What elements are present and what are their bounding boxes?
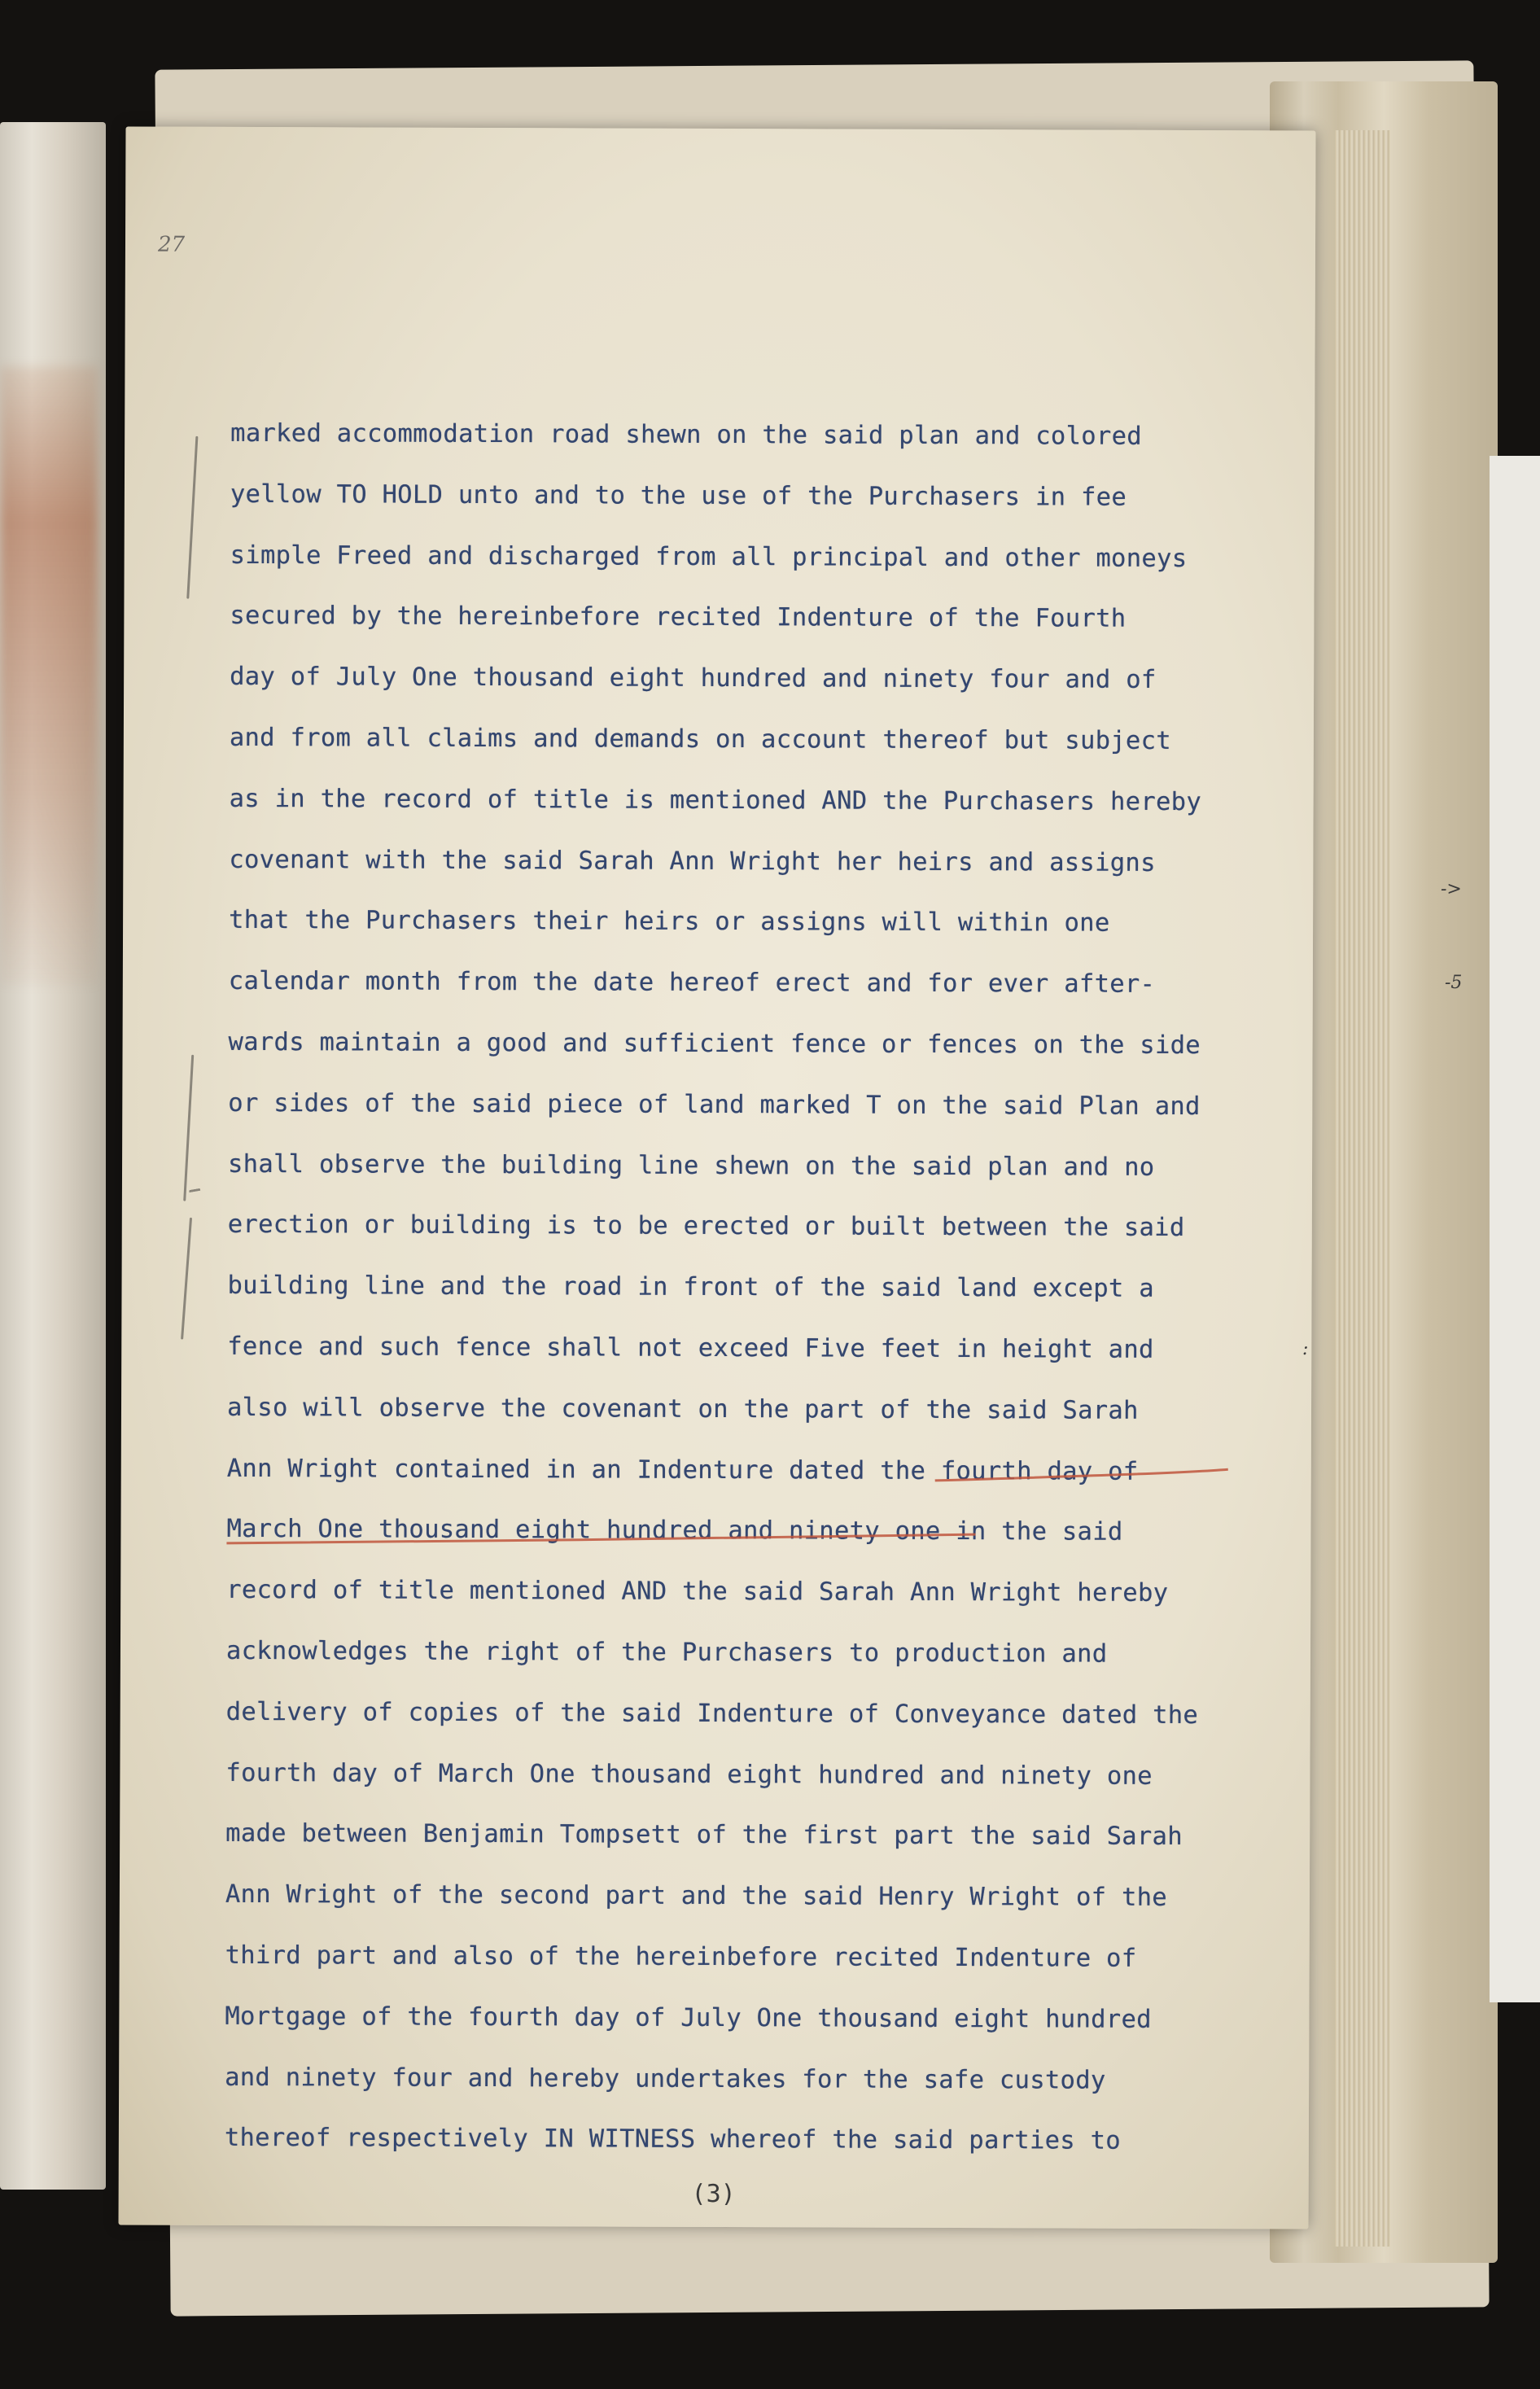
text-line: as in the record of title is mentioned AND the Purchasers hereby <box>229 784 1202 816</box>
text-line: yellow TO HOLD unto and to the use of the Purchasers in fee <box>230 479 1127 512</box>
text-line: Mortgage of the fourth day of July One thousand eight hundred <box>225 2002 1152 2034</box>
text-line: covenant with the said Sarah Ann Wright her heirs and assigns <box>229 845 1156 877</box>
text-line: fence and such fence shall not exceed Five feet in height and <box>227 1332 1154 1364</box>
text-line: thereof respectively IN WITNESS whereof the said parties to <box>224 2124 1122 2156</box>
text-line: that the Purchasers their heirs or assigns will within one <box>229 906 1110 939</box>
text-line: secured by the hereinbefore recited Indenture of the Fourth <box>230 602 1127 634</box>
text-line: Ann Wright of the second part and the said Henry Wright of the <box>225 1880 1168 1913</box>
side-mark-1: -> <box>1441 879 1462 899</box>
corner-pencil-mark: 27 <box>157 232 186 257</box>
text-line: also will observe the covenant on the part of the said Sarah <box>226 1393 1139 1425</box>
side-mark-3: : <box>1302 1339 1309 1359</box>
text-line: made between Benjamin Tompsett of the first part the said Sarah <box>225 1819 1183 1852</box>
text-line: marked accommodation road shewn on the said plan and colored <box>230 418 1143 451</box>
text-line: simple Freed and discharged from all principal and other moneys <box>230 540 1188 573</box>
white-card <box>1490 456 1540 2002</box>
text-line: acknowledges the right of the Purchasers to production and <box>225 1636 1108 1669</box>
page-number: (3) <box>691 2179 736 2209</box>
side-mark-2: -5 <box>1445 973 1463 993</box>
text-line: Ann Wright contained in an Indenture dated the fourth day of <box>226 1454 1139 1486</box>
water-stain <box>0 366 98 985</box>
text-line: fourth day of March One thousand eight hundred and ninety one <box>225 1758 1153 1791</box>
text-line: and from all claims and demands on account thereof but subject <box>229 723 1172 755</box>
text-line: delivery of copies of the said Indenture of Conveyance dated the <box>225 1697 1199 1730</box>
text-line: shall observe the building line shewn on the said plan and no <box>227 1149 1155 1182</box>
text-line: third part and also of the hereinbefore recited Indenture of <box>225 1941 1137 1973</box>
text-line: wards maintain a good and sufficient fence or fences on the side <box>228 1027 1201 1061</box>
text-line: or sides of the said piece of land marked T on the said Plan and <box>228 1088 1201 1121</box>
red-pencil-underline <box>119 126 1316 2229</box>
page-edges <box>1335 130 1392 2247</box>
text-line: day of July One thousand eight hundred and ninety four and of <box>230 663 1157 695</box>
left-volume-binding <box>0 122 106 2190</box>
document-page <box>119 126 1316 2229</box>
text-line: record of title mentioned AND the said Sarah Ann Wright hereby <box>226 1576 1169 1608</box>
text-line: erection or building is to be erected or built between the said <box>227 1210 1185 1243</box>
text-line: and ninety four and hereby undertakes for the safe custody <box>225 2063 1106 2095</box>
text-line: calendar month from the date hereof erect and for ever after- <box>228 967 1156 1000</box>
text-line: building line and the road in front of the said land except a <box>227 1271 1155 1304</box>
text-line: March One thousand eight hundred and ninety one in the said <box>226 1515 1123 1547</box>
